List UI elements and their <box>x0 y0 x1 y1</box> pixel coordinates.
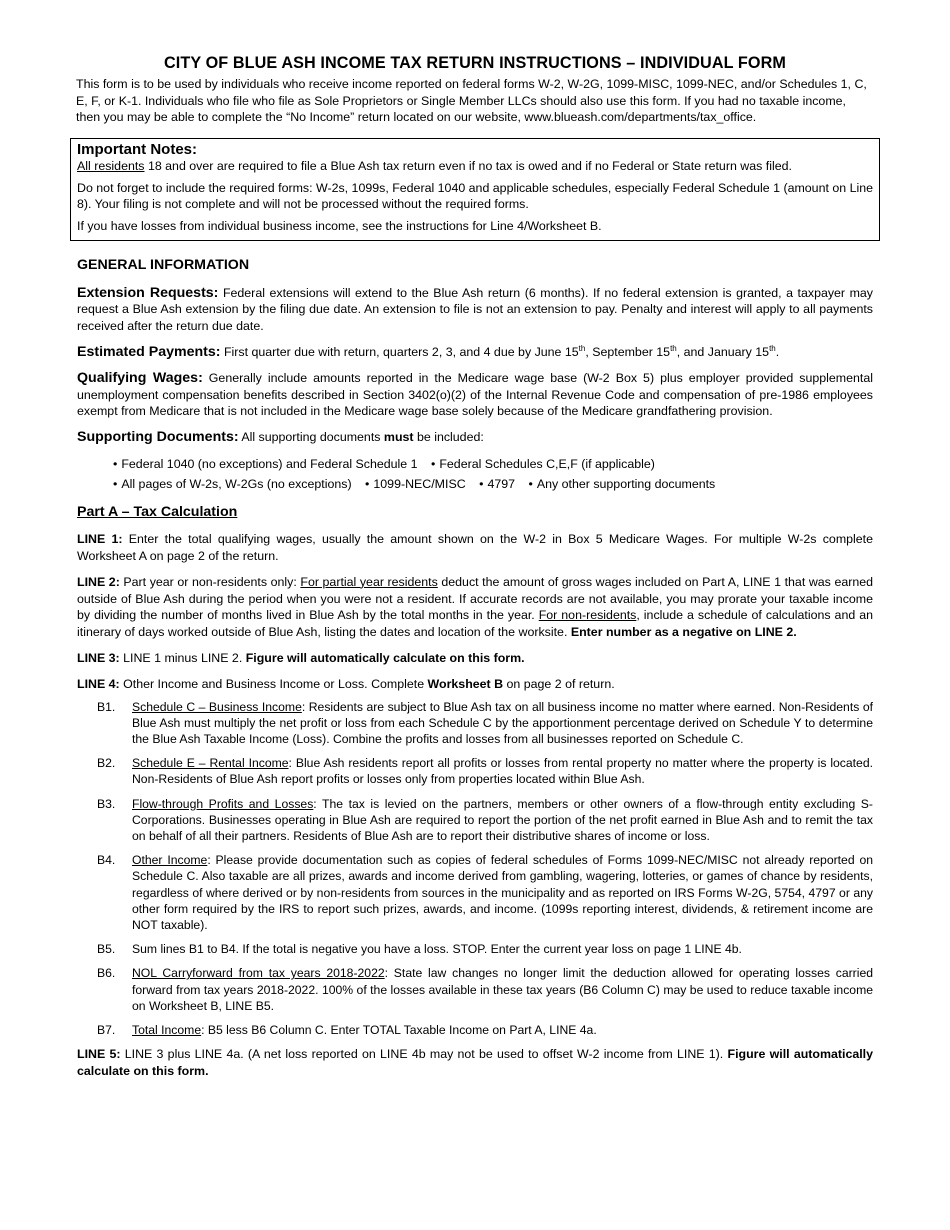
line-3-label: LINE 3: <box>77 650 120 665</box>
item-title: Schedule C – Business Income <box>132 699 302 714</box>
estimated-payments <box>77 344 873 361</box>
line-2-partial-year-underline: For partial year residents <box>300 574 438 589</box>
item-code: B5. <box>97 942 116 957</box>
bullet-icon: • <box>113 456 118 471</box>
line-2-text-b: deduct the amount of gross wages included on Part A, LINE 1 that was earned outside of Blue Ash during the period when you were not a resident. If accurate records are not available, you may prorate your taxable income by dividing the number of months lived in Blue Ash by the total months in the year. <box>77 574 874 623</box>
estimated-payments-text-c: , and January 15 <box>676 344 770 359</box>
note-residents-text: 18 and over are required to file a Blue Ash tax return even if no tax is owed and if no Federal or State return was filed. <box>144 158 792 173</box>
worksheet-b-item-b5 <box>77 941 873 957</box>
item-code: B4. <box>97 853 116 868</box>
list-item <box>365 475 466 495</box>
bullet-icon: • <box>365 476 370 491</box>
item-text <box>132 965 873 1014</box>
general-information-heading: GENERAL INFORMATION <box>77 256 250 273</box>
estimated-payments-text-d: . <box>775 344 780 359</box>
item-code: B3. <box>97 796 116 811</box>
worksheet-b-item-b2 <box>77 755 873 787</box>
line-2-text-a: Part year or non-residents only: <box>119 574 301 589</box>
item-text <box>132 852 873 933</box>
qualifying-wages-label: Qualifying Wages: <box>77 369 203 386</box>
bullet-icon: • <box>431 456 436 471</box>
item-text <box>132 796 873 845</box>
line-3-bold-note: Figure will automatically calculate on this form. <box>245 650 525 665</box>
item-text <box>132 699 873 748</box>
worksheet-b-item-b3 <box>77 796 873 845</box>
estimated-payments-label: Estimated Payments: <box>77 343 221 360</box>
ordinal-suffix: th <box>578 343 586 353</box>
bullet-icon: • <box>528 476 533 491</box>
line-5-instructions <box>77 1046 873 1080</box>
supporting-documents <box>77 429 873 446</box>
item-code: B1. <box>97 699 116 714</box>
line-5-label: LINE 5: <box>77 1047 121 1062</box>
part-a-heading: Part A – Tax Calculation <box>77 504 238 521</box>
list-item-text: 4797 <box>487 476 516 491</box>
line-2-bold-note: Enter number as a negative on LINE 2. <box>570 625 797 640</box>
line-4-text-a: Other Income and Business Income or Loss. Complete <box>119 676 428 691</box>
list-item <box>113 475 352 495</box>
line-2-label: LINE 2: <box>77 574 120 589</box>
item-title: Flow-through Profits and Losses <box>132 796 314 811</box>
page-title: CITY OF BLUE ASH INCOME TAX RETURN INSTRUCTIONS – INDIVIDUAL FORM <box>164 54 786 72</box>
line-2-instructions <box>77 574 873 641</box>
line-5-text: LINE 3 plus LINE 4a. (A net loss reported on LINE 4b may not be used to offset W-2 income from LINE 1). <box>120 1047 728 1062</box>
list-item-text: All pages of W-2s, W-2Gs (no exceptions) <box>121 476 352 491</box>
supporting-documents-text-b: be included: <box>413 430 484 445</box>
line-2-non-residents-underline: For non-residents <box>538 608 637 623</box>
line-4-instructions <box>77 676 873 693</box>
line-1-text: Enter the total qualifying wages, usually the amount shown on the W-2 in Box 5 Medicare Wages. For multiple W-2s complete Worksheet A on page 2 of the return. <box>77 532 874 563</box>
line-4-text-b: on page 2 of return. <box>503 676 615 691</box>
important-notes-box <box>70 138 880 241</box>
line-5-bold-note: Figure will automatically calculate on this form. <box>77 1047 874 1078</box>
ordinal-suffix: th <box>769 343 776 353</box>
instructions-page <box>77 54 873 1089</box>
item-body: : State law changes no longer limit the deduction allowed for operating losses carried forward from tax years 2018-2022. 100% of the losses available in these tax years (B6 Column C) may be used to reduce taxable income on Worksheet B, LINE B5. <box>132 966 874 1013</box>
intro-paragraph: This form is to be used by individuals who receive income reported on federal forms W-2, W-2G, 1099-MISC, 1099-NEC, and/or Schedules 1, C, E, F, or K-1. Individuals who file who file as Sole Proprietors or Single Member LLCs should also use this form. If you had no taxable income, then you may be able to complete the “No Income” return located on our website, www.blueash.com/departments/tax_office. <box>76 77 867 125</box>
line-1-instructions <box>77 531 873 565</box>
estimated-payments-text-a: First quarter due with return, quarters 2, 3, and 4 due by June 15 <box>220 344 579 359</box>
bullet-row-1 <box>113 455 873 475</box>
item-code: B2. <box>97 756 116 771</box>
list-item-text: Federal 1040 (no exceptions) and Federal Schedule 1 <box>121 456 418 471</box>
item-body: : Residents are subject to Blue Ash tax on all business income no matter where earned. Non-Residents of Blue Ash must multiply the net profit or loss from each Schedule C by the apportionment percentage derived on Schedule Y to determine the Blue Ash Taxable Income (Loss). Combine the profits and losses from all businesses reported on Schedule C. <box>132 699 873 746</box>
qualifying-wages <box>77 370 873 420</box>
supporting-documents-must: must <box>383 430 414 445</box>
list-item <box>431 455 655 475</box>
line-1-label: LINE 1: <box>77 532 123 547</box>
item-text <box>132 1022 873 1038</box>
supporting-documents-text-a: All supporting documents <box>238 430 384 445</box>
estimated-payments-text-b: , September 15 <box>585 344 671 359</box>
line-3-instructions <box>77 650 873 667</box>
line-2-text-c: , include a schedule of calculations and an itinerary of days worked outside of Blue Ash, listing the dates and location of the worksite. <box>77 608 873 640</box>
supporting-documents-label: Supporting Documents: <box>77 429 239 446</box>
list-item-text: Federal Schedules C,E,F (if applicable) <box>439 456 655 471</box>
line-4-worksheet-b: Worksheet B <box>427 676 504 691</box>
line-3-text: LINE 1 minus LINE 2. <box>119 650 246 665</box>
extension-requests-text: Federal extensions will extend to the Blue Ash return (6 months). If no federal extension is granted, a taxpayer may request a Blue Ash extension by the filing due date. An extension to file is not an extension to pay. Penalty and interest will apply to all payments received after the return due date. <box>77 285 873 334</box>
list-item-text: Any other supporting documents <box>536 476 716 491</box>
item-title: Schedule E – Rental Income <box>132 756 289 771</box>
note-required-forms: Do not forget to include the required forms: W-2s, 1099s, Federal 1040 and applicable schedules, especially Federal Schedule 1 (amount on Line 8). Your filing is not complete and will not be processed without the required forms. <box>77 180 874 212</box>
item-text: Sum lines B1 to B4. If the total is negative you have a loss. STOP. Enter the current year loss on page 1 LINE 4b. <box>132 942 742 957</box>
bullet-icon: • <box>479 476 484 491</box>
item-body: : Blue Ash residents report all profits or losses from rental property no matter where the property is located. Non-Residents of Blue Ash report profits or losses only from properties located within Blue Ash. <box>132 756 874 787</box>
list-item-text: 1099-NEC/MISC <box>373 476 466 491</box>
extension-requests-label: Extension Requests: <box>77 284 219 301</box>
item-text <box>132 755 873 787</box>
item-code: B6. <box>97 966 116 981</box>
supporting-documents-list <box>113 455 873 494</box>
note-residents <box>77 158 873 174</box>
item-title: Total Income <box>132 1022 202 1037</box>
item-body: : B5 less B6 Column C. Enter TOTAL Taxable Income on Part A, LINE 4a. <box>201 1022 597 1037</box>
item-title: NOL Carryforward from tax years 2018-2022 <box>132 966 385 981</box>
item-body: : The tax is levied on the partners, members or other owners of a flow-through entity excluding S-Corporations. Businesses operating in Blue Ash are required to report the portion of the net profit earned in Blue Ash and to remit the tax on behalf of all their partners. Residents of Blue Ash are to report their distributive shares of income or loss. <box>132 796 873 843</box>
bullet-row-2 <box>113 475 873 495</box>
important-notes-heading: Important Notes: <box>77 140 197 158</box>
worksheet-b-item-b7 <box>77 1022 873 1038</box>
list-item <box>479 475 515 495</box>
worksheet-b-item-b1 <box>77 699 873 748</box>
worksheet-b-item-b4 <box>77 852 873 933</box>
ordinal-suffix: th <box>670 343 677 353</box>
qualifying-wages-text: Generally include amounts reported in the Medicare wage base (W-2 Box 5) plus employer provided supplemental unemployment compensation benefits described in Section 3402(o)(2) of the Internal Revenue Code and compensation of pre-1986 employees exempt from Medicare that is not included in the Medicare wage base solely because of the Medicare grandfathering provision. <box>77 370 873 419</box>
list-item <box>113 455 418 475</box>
extension-requests <box>77 285 873 335</box>
line-4-label: LINE 4: <box>77 676 120 691</box>
item-title: Other Income <box>132 853 208 868</box>
item-code: B7. <box>97 1022 116 1037</box>
note-losses: If you have losses from individual business income, see the instructions for Line 4/Worksheet B. <box>77 219 602 234</box>
worksheet-b-item-b6 <box>77 965 873 1014</box>
note-residents-underline: All residents <box>77 158 145 173</box>
bullet-icon: • <box>113 476 118 491</box>
list-item <box>529 475 716 495</box>
item-body: : Please provide documentation such as copies of federal schedules of Forms 1099-NEC/MISC not already reported on Schedule C. Also taxable are all prizes, awards and income derived from gambling, wagering, lotteries, or games of chance by residents, regardless of where derived or by non-residents from sources in the municipality and as reported on IRS Forms W-2G, 5754, 4797 or any other form required by the IRS to report such prizes, awards, and income. (1099s reporting interest, dividends, & retirement income are NOT taxable). <box>132 853 874 932</box>
